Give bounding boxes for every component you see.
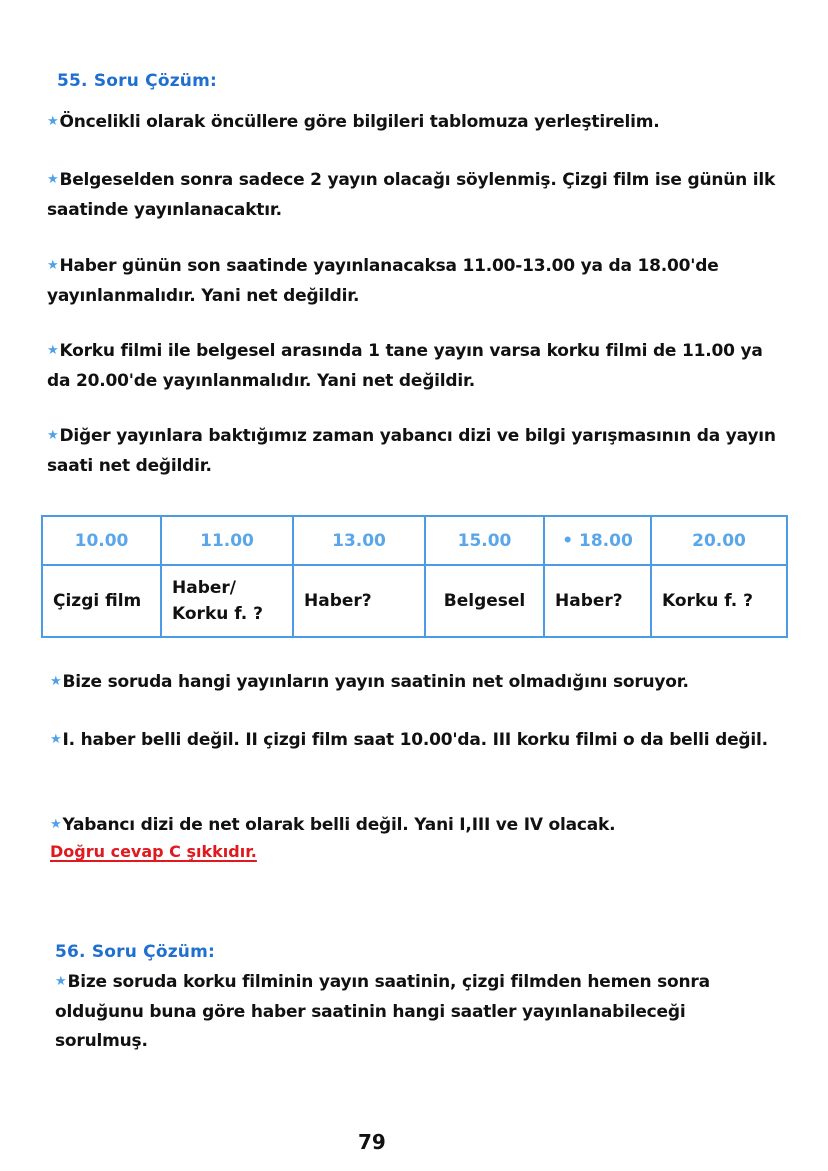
paragraph-5: ★Diğer yayınlara baktığımız zaman yabancı dizi ve bilgi yarışmasının da yayın saati net değildir. <box>47 426 776 476</box>
paragraph-8: ★Yabancı dizi de net olarak belli değil. Yani I,III ve IV olacak. <box>50 815 616 835</box>
star-bullet-icon: ★ <box>47 428 59 443</box>
table-header-cell: 13.00 <box>293 516 425 565</box>
paragraph-2: ★Belgeselden sonra sadece 2 yayın olacağı söylenmiş. Çizgi film ise günün ilk saatinde yayınlanacaktır. <box>47 170 776 220</box>
section-heading-55: 55. Soru Çözüm: <box>57 71 218 91</box>
paragraph-1: ★Öncelikli olarak öncüllere göre bilgileri tablomuza yerleştirelim. <box>47 112 660 132</box>
correct-answer: Doğru cevap C şıkkıdır. <box>50 842 257 861</box>
star-bullet-icon: ★ <box>50 732 62 747</box>
schedule-table <box>41 515 788 638</box>
star-bullet-icon: ★ <box>50 674 62 689</box>
table-cell: Korku f. ? <box>651 565 787 637</box>
paragraph-7: ★I. haber belli değil. II çizgi film saat 10.00'da. III korku filmi o da belli değil. <box>50 730 768 750</box>
table-header-cell: 10.00 <box>42 516 161 565</box>
page-number: 79 <box>358 1130 386 1154</box>
table-cell: Haber? <box>293 565 425 637</box>
table-row <box>42 565 787 637</box>
star-bullet-icon: ★ <box>47 343 59 358</box>
star-bullet-icon: ★ <box>50 817 62 832</box>
table-header-cell: 15.00 <box>425 516 544 565</box>
table-cell: Haber? <box>544 565 651 637</box>
section-heading-56: 56. Soru Çözüm: <box>55 942 216 962</box>
table-header-cell: 11.00 <box>161 516 293 565</box>
table-cell: Çizgi film <box>42 565 161 637</box>
paragraph-4: ★Korku filmi ile belgesel arasında 1 tane yayın varsa korku filmi de 11.00 ya da 20.00'de yayınlanmalıdır. Yani net değildir. <box>47 341 763 391</box>
table-header-cell: 20.00 <box>651 516 787 565</box>
paragraph-3: ★Haber günün son saatinde yayınlanacaksa 11.00-13.00 ya da 18.00'de yayınlanmalıdır. Yani net değildir. <box>47 256 719 306</box>
star-bullet-icon: ★ <box>47 172 59 187</box>
paragraph-6: ★Bize soruda hangi yayınların yayın saatinin net olmadığını soruyor. <box>50 672 689 692</box>
star-bullet-icon: ★ <box>47 258 59 273</box>
table-header-cell: • 18.00 <box>544 516 651 565</box>
star-bullet-icon: ★ <box>47 114 59 129</box>
star-bullet-icon: ★ <box>55 974 67 989</box>
table-cell: Haber/ Korku f. ? <box>161 565 293 637</box>
paragraph-9: ★Bize soruda korku filminin yayın saatinin, çizgi filmden hemen sonra olduğunu buna göre haber saatinin hangi saatler yayınlanabileceği sorulmuş. <box>55 972 710 1051</box>
table-cell: Belgesel <box>425 565 544 637</box>
table-header-row <box>42 516 787 565</box>
